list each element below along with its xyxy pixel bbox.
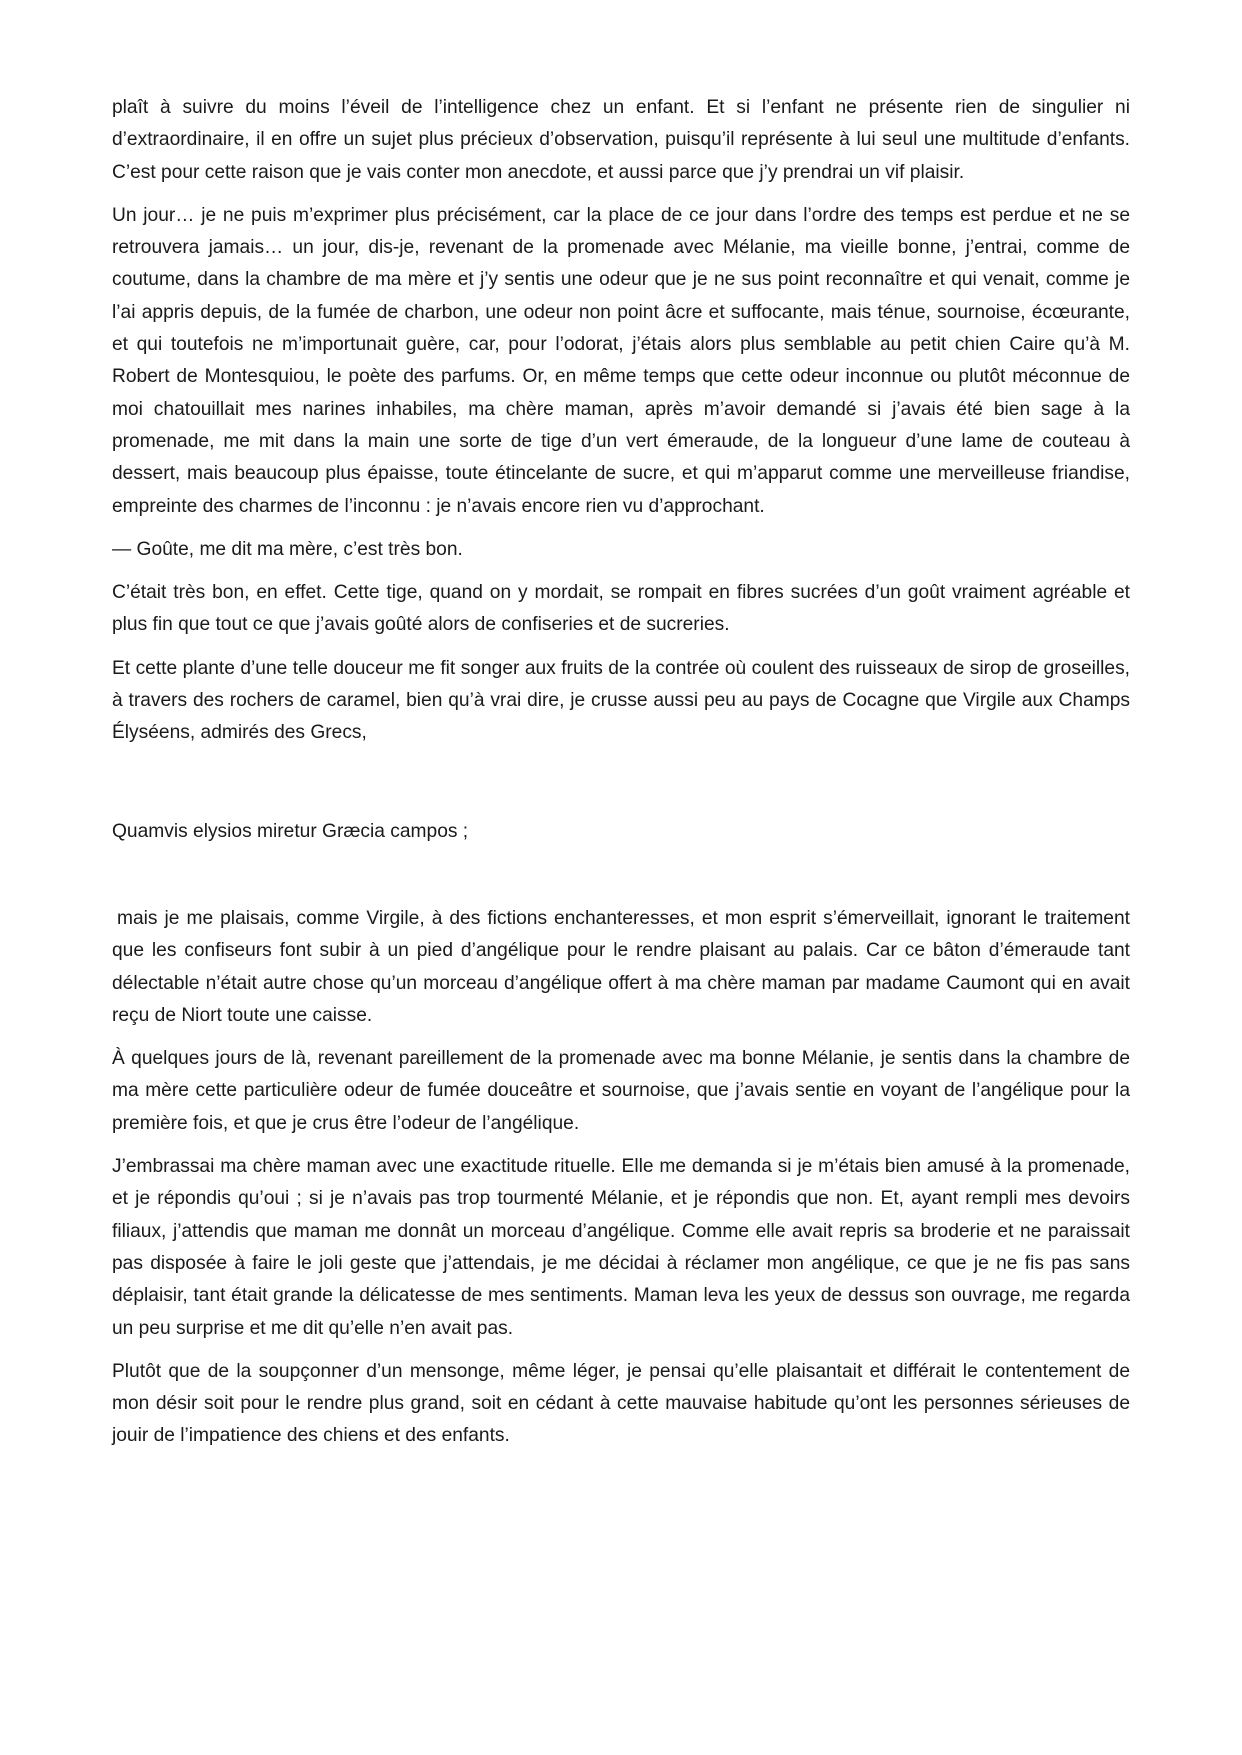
latin-quote: Quamvis elysios miretur Græcia campos ; xyxy=(112,820,469,842)
paragraph-2: Un jour… je ne puis m’exprimer plus précisément, car la place de ce jour dans l’ordre des temps est perdue et ne se retrouvera jamais… un jour, dis-je, revenant de la promenade avec Mélanie, ma vieille bonne, j’entrai, comme de coutume, dans la chambre de ma mère et j’y sentis une odeur que je ne sus point reconnaître et qui venait, comme je l’ai appris depuis, de la fumée de charbon, une odeur non point âcre et suffocante, mais ténue, sournoise, écœurante, et qui toutefois ne m’importunait guère, car, pour l’odorat, j’étais alors plus semblable au petit chien Caire qu’à M. Robert de Montesquiou, le poète des parfums. Or, en même temps que cette odeur inconnue ou plutôt méconnue de moi chatouillait mes narines inhabiles, ma chère maman, après m’avoir demandé si j’avais été bien sage à la promenade, me mit dans la main une sorte de tige d’un vert émeraude, de la longueur d’une lame de couteau à dessert, mais beaucoup plus épaisse, toute étincelante de sucre, et qui m’apparut comme une merveilleuse friandise, empreinte des charmes de l’inconnu : je n’avais encore rien vu d’approchant. xyxy=(112,204,1130,517)
spacer xyxy=(112,761,1130,816)
paragraph-6: mais je me plaisais, comme Virgile, à des fictions enchanteresses, et mon esprit s’émerveillait, ignorant le traitement que les confiseurs font subir à un pied d’angélique pour le rendre plaisant au palais. Car ce bâton d’émeraude tant délectable n’était autre chose qu’un morceau d’angélique offert à ma chère maman par madame Caumont qui en avait reçu de Niort toute une caisse. xyxy=(112,907,1130,1026)
paragraph-4: C’était très bon, en effet. Cette tige, quand on y mordait, se rompait en fibres sucrées d’un goût vraiment agréable et plus fin que tout ce que j’avais goûté alors de confiseries et de sucreries. xyxy=(112,582,1130,636)
spacer xyxy=(112,848,1130,903)
paragraph-3: — Goûte, me dit ma mère, c’est très bon. xyxy=(112,538,463,560)
paragraph-8: J’embrassai ma chère maman avec une exactitude rituelle. Elle me demanda si je m’étais bien amusé à la promenade, et je répondis qu’oui ; si je n’avais pas trop tourmenté Mélanie, et je répondis que non. Et, ayant rempli mes devoirs filiaux, j’attendis que maman me donnât un morceau d’angélique. Comme elle avait repris sa broderie et ne paraissait pas disposée à faire le joli geste que j’attendais, je me décidai à réclamer mon angélique, ce que je ne fis pas sans déplaisir, tant était grande la délicatesse de mes sentiments. Maman leva les yeux de dessus son ouvrage, me regarda un peu surprise et me dit qu’elle n’en avait pas. xyxy=(112,1156,1130,1339)
document-page xyxy=(112,92,1130,1464)
paragraph-9: Plutôt que de la soupçonner d’un mensonge, même léger, je pensai qu’elle plaisantait et différait le contentement de mon désir soit pour le rendre plus grand, soit en cédant à cette mauvaise habitude qu’ont les personnes sérieuses de jouir de l’impatience des chiens et des enfants. xyxy=(112,1360,1130,1447)
paragraph-1: plaît à suivre du moins l’éveil de l’intelligence chez un enfant. Et si l’enfant ne présente rien de singulier ni d’extraordinaire, il en offre un sujet plus précieux d’observation, puisqu’il représente à lui seul une multitude d’enfants. C’est pour cette raison que je vais conter mon anecdote, et aussi parce que j’y prendrai un vif plaisir. xyxy=(112,97,1130,183)
paragraph-5: Et cette plante d’une telle douceur me fit songer aux fruits de la contrée où coulent des ruisseaux de sirop de groseilles, à travers des rochers de caramel, bien qu’à vrai dire, je crusse aussi peu au pays de Cocagne que Virgile aux Champs Élyséens, admirés des Grecs, xyxy=(112,657,1130,744)
paragraph-7: À quelques jours de là, revenant pareillement de la promenade avec ma bonne Mélanie, je sentis dans la chambre de ma mère cette particulière odeur de fumée douceâtre et sournoise, que j’avais sentie en voyant de l’angélique pour la première fois, et que je crus être l’odeur de l’angélique. xyxy=(112,1048,1130,1134)
